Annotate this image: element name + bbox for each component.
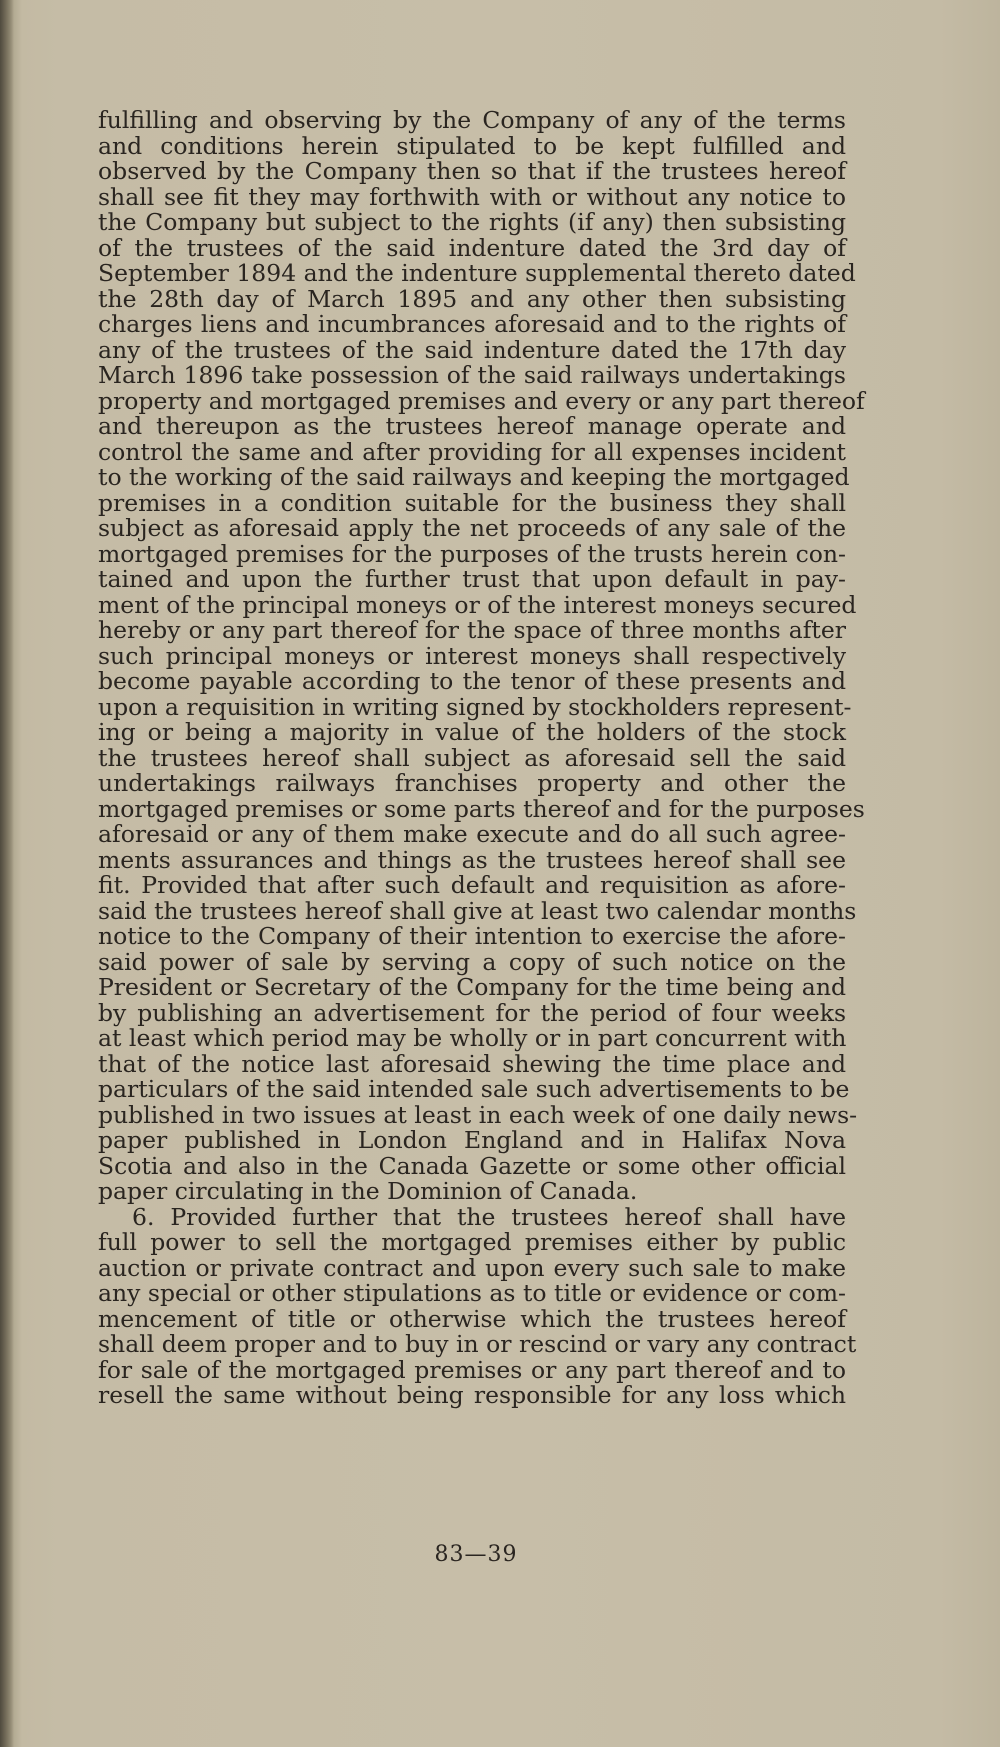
text-line: upon a requisition in writing signed by stockholders represent- — [98, 692, 852, 721]
text-line: tained and upon the further trust that upon default in pay- — [98, 565, 846, 593]
text-line: for sale of the mortgaged premises or any part thereof and to — [98, 1355, 846, 1384]
text-line: paper published in London England and in Halifax Nova — [98, 1126, 846, 1154]
text-line: Scotia and also in the Canada Gazette or some other official — [98, 1151, 846, 1180]
page-number: 83—39 — [434, 1542, 518, 1567]
text-line: shall see fit they may forthwith with or without any notice to — [98, 182, 846, 211]
text-line: fulfilling and observing by the Company of any of the terms — [98, 106, 846, 134]
text-line: the trustees hereof shall subject as aforesaid sell the said — [98, 743, 846, 772]
text-line: particulars of the said intended sale such advertisements to be — [98, 1075, 850, 1103]
text-line: mortgaged premises for the purposes of the trusts herein con- — [98, 539, 846, 568]
text-line: to the working of the said railways and keeping the mortgaged — [98, 463, 850, 491]
text-line: ing or being a majority in value of the holders of the stock — [98, 718, 846, 746]
text-line: such principal moneys or interest moneys shall respectively — [98, 641, 846, 670]
text-line: March 1896 take possession of the said railways undertakings — [98, 361, 846, 389]
text-line: any of the trustees of the said indenture dated the 17th day — [98, 335, 846, 364]
text-line: auction or private contract and upon every such sale to make — [98, 1253, 846, 1282]
text-line: ments assurances and things as the trustees hereof shall see — [98, 845, 846, 874]
text-line: subject as aforesaid apply the net proceeds of any sale of the — [98, 514, 846, 542]
text-line: premises in a condition suitable for the business they shall — [98, 488, 846, 517]
text-line: aforesaid or any of them make execute and do all such agree- — [98, 820, 846, 848]
text-line: notice to the Company of their intention to exercise the afore- — [98, 922, 846, 950]
text-line: said the trustees hereof shall give at least two calendar months — [98, 896, 857, 925]
text-line: observed by the Company then so that if the trustees hereof — [98, 157, 846, 185]
section-6-first-line: 6. Provided further that the trustees hereof shall have — [132, 1202, 846, 1231]
page-footer — [0, 1542, 1000, 1567]
text-line: fit. Provided that after such default and requisition as afore- — [98, 871, 846, 899]
text-line: said power of sale by serving a copy of such notice on the — [98, 947, 846, 976]
text-line: become payable according to the tenor of these presents and — [98, 667, 846, 695]
text-line: the 28th day of March 1895 and any other then subsisting — [98, 284, 846, 313]
text-line: September 1894 and the indenture supplemental thereto dated — [98, 259, 856, 287]
text-line: the Company but subject to the rights (if any) then subsisting — [98, 208, 846, 236]
text-line: charges liens and incumbrances aforesaid and to the rights of — [98, 310, 846, 338]
text-line: of the trustees of the said indenture dated the 3rd day of — [98, 233, 846, 262]
text-line: any special or other stipulations as to title or evidence or com- — [98, 1279, 846, 1307]
text-line: mencement of title or otherwise which the trustees hereof — [98, 1304, 846, 1333]
text-line: by publishing an advertisement for the period of four weeks — [98, 998, 846, 1027]
text-line: undertakings railways franchises property and other the — [98, 769, 846, 797]
text-line: property and mortgaged premises and every or any part thereof — [98, 386, 865, 415]
text-line: mortgaged premises or some parts thereof and for the purposes — [98, 794, 865, 823]
body-text — [98, 106, 865, 1409]
text-line: full power to sell the mortgaged premises either by public — [98, 1228, 846, 1256]
text-line: shall deem proper and to buy in or rescind or vary any contract — [98, 1330, 857, 1358]
page-binding-edge — [0, 0, 14, 1747]
text-line: hereby or any part thereof for the space of three months after — [98, 616, 846, 644]
text-line: paper circulating in the Dominion of Canada. — [98, 1177, 638, 1205]
text-line: and thereupon as the trustees hereof manage operate and — [98, 412, 846, 440]
text-line: control the same and after providing for all expenses incident — [98, 437, 846, 466]
text-line: resell the same without being responsible for any loss which — [98, 1381, 846, 1409]
text-line: that of the notice last aforesaid shewing the time place and — [98, 1049, 846, 1078]
text-line: at least which period may be wholly or in part concurrent with — [98, 1024, 847, 1052]
text-line: President or Secretary of the Company for the time being and — [98, 973, 846, 1001]
text-line: and conditions herein stipulated to be kept fulfilled and — [98, 131, 846, 160]
text-line: published in two issues at least in each week of one daily news- — [98, 1100, 858, 1129]
text-line: ment of the principal moneys or of the interest moneys secured — [98, 590, 857, 619]
